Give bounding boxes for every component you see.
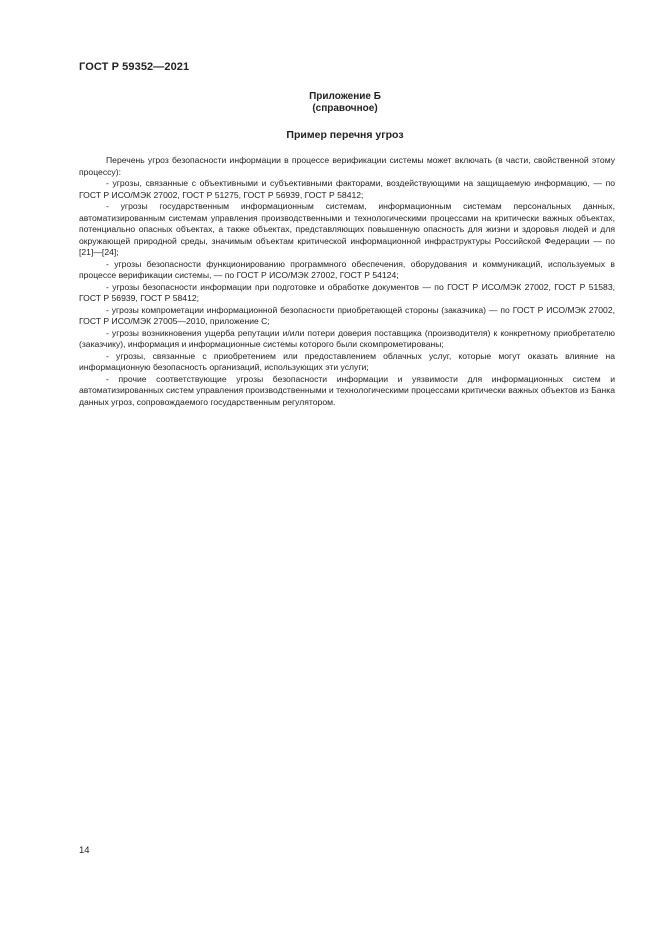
list-item: - угрозы компрометации информационной безопасности приобретающей стороны (заказчика) — по ГОСТ Р ИСО/МЭК 27002, ГОСТ Р ИСО/МЭК 27005—2010, приложение С; <box>79 304 615 326</box>
intro-paragraph: Перечень угроз безопасности информации в процессе верификации системы может включать (в части, свойственной этому процессу): <box>79 155 615 177</box>
document-code: ГОСТ Р 59352—2021 <box>79 61 190 73</box>
list-item: - угрозы, связанные с приобретением или предоставлением облачных услуг, которые могут оказать влияние на информационную безопасность организаций, использующих эти услуги; <box>79 350 615 372</box>
list-item: - прочие соответствующие угрозы безопасности информации и уязвимости для информационных систем и автоматизированных систем управления производственными и технологическими процессами критически важных объектов из Банка данных угроз, сопровождаемого государственным регулятором. <box>79 373 615 407</box>
body-text <box>79 155 615 408</box>
list-item: - угрозы, связанные с объективными и субъективными факторами, воздействующими на защищаемую информацию, — по ГОСТ Р ИСО/МЭК 27002, ГОСТ Р 51275, ГОСТ Р 56939, ГОСТ Р 58412; <box>79 178 615 200</box>
section-title: Пример перечня угроз <box>286 129 404 141</box>
appendix-kind: (справочное) <box>312 103 378 114</box>
list-item: - угрозы безопасности функционированию программного обеспечения, оборудования и коммуникаций, используемых в процессе верификации системы, — по ГОСТ Р ИСО/МЭК 27002, ГОСТ Р 54124; <box>79 258 615 280</box>
page-number: 14 <box>79 845 90 856</box>
list-item: - угрозы возникновения ущерба репутации и/или потери доверия поставщика (производителя) к конкретному приобретателю (заказчику), информация и информационные системы которого были скомпрометированы; <box>79 327 615 349</box>
list-item: - угрозы государственным информационным системам, информационным системам персональных данных, автоматизированным системам управления производственными и технологическими процессами на критически важных объектах, потенциально опасных объектах, а также объектах, представляющих повышенную опасность для жизни и здоровья людей и для окружающей природной среды, значимым объектам критической информационной инфраструктуры Российской Федерации — по [21]—[24]; <box>79 201 615 257</box>
appendix-title: Приложение Б <box>309 91 381 102</box>
list-item: - угрозы безопасности информации при подготовке и обработке документов — по ГОСТ Р ИСО/МЭК 27002, ГОСТ Р 51583, ГОСТ Р 56939, ГОСТ Р 58412; <box>79 281 615 303</box>
